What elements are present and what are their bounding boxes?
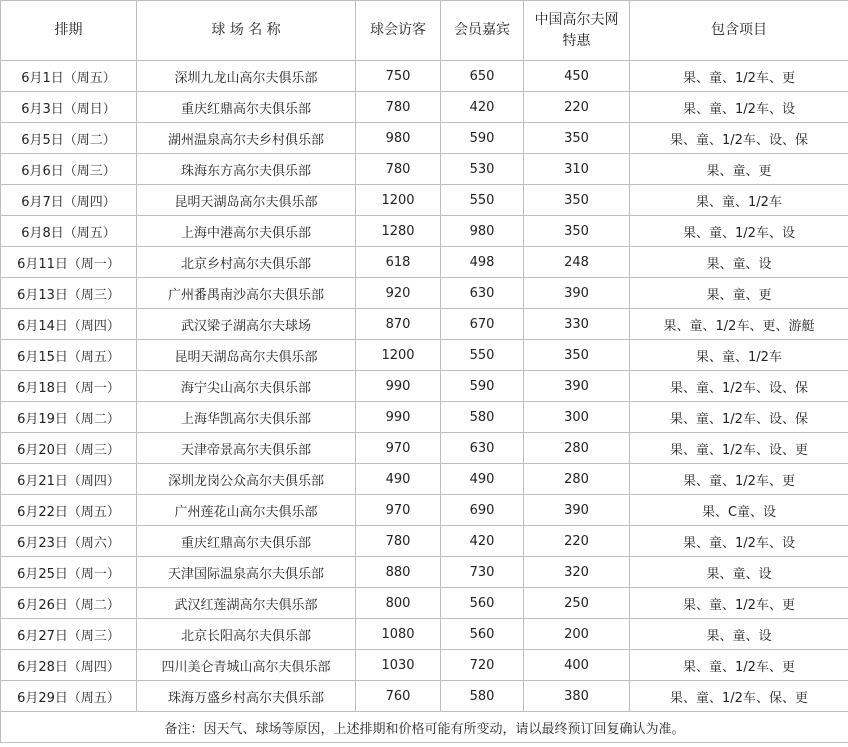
cell-date: 6月25日（周一）	[1, 557, 137, 588]
cell-visitor-price: 970	[356, 433, 441, 464]
cell-visitor-price: 780	[356, 154, 441, 185]
table-row	[1, 495, 848, 526]
header-member: 会员嘉宾	[441, 1, 524, 61]
cell-date: 6月15日（周五）	[1, 340, 137, 371]
cell-includes: 果、童、1/2车	[630, 340, 848, 371]
cell-date: 6月11日（周一）	[1, 247, 137, 278]
cell-course: 昆明天湖岛高尔夫俱乐部	[137, 340, 356, 371]
header-special	[524, 1, 630, 61]
cell-date: 6月27日（周三）	[1, 619, 137, 650]
table-row	[1, 402, 848, 433]
header-date: 排期	[1, 1, 137, 61]
cell-special-price: 390	[524, 495, 630, 526]
cell-course: 武汉红莲湖高尔夫俱乐部	[137, 588, 356, 619]
cell-member-price: 490	[441, 464, 524, 495]
header-includes: 包含项目	[630, 1, 848, 61]
table-row	[1, 185, 848, 216]
cell-special-price: 390	[524, 371, 630, 402]
header-special-line1: 中国高尔夫网	[534, 11, 619, 28]
cell-includes: 果、童、1/2车、设、更	[630, 433, 848, 464]
cell-special-price: 350	[524, 340, 630, 371]
cell-visitor-price: 920	[356, 278, 441, 309]
table-row	[1, 309, 848, 340]
cell-visitor-price: 1200	[356, 340, 441, 371]
cell-special-price: 400	[524, 650, 630, 681]
cell-visitor-price: 800	[356, 588, 441, 619]
cell-special-price: 248	[524, 247, 630, 278]
cell-date: 6月7日（周四）	[1, 185, 137, 216]
cell-date: 6月20日（周三）	[1, 433, 137, 464]
cell-member-price: 580	[441, 681, 524, 712]
cell-member-price: 630	[441, 278, 524, 309]
cell-visitor-price: 1280	[356, 216, 441, 247]
cell-course: 珠海东方高尔夫俱乐部	[137, 154, 356, 185]
cell-date: 6月28日（周四）	[1, 650, 137, 681]
cell-includes: 果、童、1/2车、设	[630, 216, 848, 247]
cell-member-price: 980	[441, 216, 524, 247]
cell-course: 广州番禺南沙高尔夫俱乐部	[137, 278, 356, 309]
cell-includes: 果、童、1/2车、更	[630, 464, 848, 495]
note-text: 备注：因天气、球场等原因，上述排期和价格可能有所变动，请以最终预订回复确认为准。	[1, 712, 848, 743]
cell-date: 6月26日（周二）	[1, 588, 137, 619]
cell-includes: 果、童、1/2车、设	[630, 92, 848, 123]
table-row	[1, 278, 848, 309]
cell-member-price: 650	[441, 61, 524, 92]
cell-includes: 果、童、设	[630, 619, 848, 650]
cell-date: 6月18日（周一）	[1, 371, 137, 402]
cell-date: 6月6日（周三）	[1, 154, 137, 185]
cell-special-price: 280	[524, 433, 630, 464]
cell-includes: 果、童、1/2车、更	[630, 650, 848, 681]
cell-course: 昆明天湖岛高尔夫俱乐部	[137, 185, 356, 216]
cell-includes: 果、童、1/2车、更	[630, 61, 848, 92]
cell-course: 深圳龙岗公众高尔夫俱乐部	[137, 464, 356, 495]
cell-member-price: 420	[441, 526, 524, 557]
cell-member-price: 498	[441, 247, 524, 278]
cell-course: 北京长阳高尔夫俱乐部	[137, 619, 356, 650]
table-row	[1, 340, 848, 371]
table-row	[1, 650, 848, 681]
cell-visitor-price: 1200	[356, 185, 441, 216]
table-row	[1, 619, 848, 650]
cell-visitor-price: 490	[356, 464, 441, 495]
cell-includes: 果、童、1/2车、设、保	[630, 123, 848, 154]
cell-includes: 果、童、更	[630, 278, 848, 309]
cell-includes: 果、童、设	[630, 557, 848, 588]
cell-special-price: 390	[524, 278, 630, 309]
note-row	[1, 712, 848, 743]
cell-visitor-price: 990	[356, 402, 441, 433]
header-row	[1, 1, 848, 61]
cell-date: 6月13日（周三）	[1, 278, 137, 309]
cell-special-price: 200	[524, 619, 630, 650]
table-row	[1, 557, 848, 588]
cell-course: 天津帝景高尔夫俱乐部	[137, 433, 356, 464]
cell-visitor-price: 1080	[356, 619, 441, 650]
cell-includes: 果、童、1/2车、设	[630, 526, 848, 557]
cell-member-price: 580	[441, 402, 524, 433]
cell-date: 6月22日（周五）	[1, 495, 137, 526]
cell-visitor-price: 1030	[356, 650, 441, 681]
cell-special-price: 280	[524, 464, 630, 495]
cell-visitor-price: 970	[356, 495, 441, 526]
cell-course: 武汉梁子湖高尔夫球场	[137, 309, 356, 340]
cell-visitor-price: 870	[356, 309, 441, 340]
cell-visitor-price: 760	[356, 681, 441, 712]
cell-visitor-price: 980	[356, 123, 441, 154]
table-row	[1, 154, 848, 185]
cell-visitor-price: 780	[356, 526, 441, 557]
cell-member-price: 730	[441, 557, 524, 588]
cell-member-price: 560	[441, 619, 524, 650]
table-row	[1, 247, 848, 278]
cell-special-price: 350	[524, 216, 630, 247]
cell-includes: 果、童、1/2车、设、保	[630, 371, 848, 402]
cell-special-price: 300	[524, 402, 630, 433]
cell-member-price: 630	[441, 433, 524, 464]
cell-visitor-price: 990	[356, 371, 441, 402]
cell-date: 6月19日（周二）	[1, 402, 137, 433]
cell-member-price: 420	[441, 92, 524, 123]
cell-member-price: 560	[441, 588, 524, 619]
table-row	[1, 588, 848, 619]
cell-course: 深圳九龙山高尔夫俱乐部	[137, 61, 356, 92]
cell-includes: 果、童、1/2车	[630, 185, 848, 216]
cell-date: 6月5日（周二）	[1, 123, 137, 154]
cell-member-price: 720	[441, 650, 524, 681]
table-row	[1, 61, 848, 92]
header-special-line2: 特惠	[562, 32, 591, 49]
table-row	[1, 371, 848, 402]
cell-includes: 果、童、更	[630, 154, 848, 185]
cell-includes: 果、童、1/2车、保、更	[630, 681, 848, 712]
cell-visitor-price: 880	[356, 557, 441, 588]
cell-visitor-price: 618	[356, 247, 441, 278]
cell-visitor-price: 750	[356, 61, 441, 92]
cell-special-price: 380	[524, 681, 630, 712]
cell-course: 湖州温泉高尔夫乡村俱乐部	[137, 123, 356, 154]
cell-special-price: 220	[524, 92, 630, 123]
table-row	[1, 464, 848, 495]
cell-date: 6月21日（周四）	[1, 464, 137, 495]
cell-date: 6月8日（周五）	[1, 216, 137, 247]
cell-date: 6月14日（周四）	[1, 309, 137, 340]
cell-course: 上海中港高尔夫俱乐部	[137, 216, 356, 247]
cell-special-price: 320	[524, 557, 630, 588]
cell-course: 广州莲花山高尔夫俱乐部	[137, 495, 356, 526]
header-course: 球 场 名 称	[137, 1, 356, 61]
cell-course: 上海华凯高尔夫俱乐部	[137, 402, 356, 433]
cell-visitor-price: 780	[356, 92, 441, 123]
cell-course: 重庆红鼎高尔夫俱乐部	[137, 92, 356, 123]
cell-date: 6月1日（周五）	[1, 61, 137, 92]
table-row	[1, 433, 848, 464]
table-row	[1, 681, 848, 712]
cell-special-price: 250	[524, 588, 630, 619]
cell-date: 6月3日（周日）	[1, 92, 137, 123]
cell-course: 珠海万盛乡村高尔夫俱乐部	[137, 681, 356, 712]
table-row	[1, 216, 848, 247]
cell-course: 重庆红鼎高尔夫俱乐部	[137, 526, 356, 557]
cell-special-price: 330	[524, 309, 630, 340]
cell-member-price: 550	[441, 340, 524, 371]
table-row	[1, 123, 848, 154]
cell-includes: 果、童、设	[630, 247, 848, 278]
cell-date: 6月23日（周六）	[1, 526, 137, 557]
cell-special-price: 310	[524, 154, 630, 185]
cell-course: 天津国际温泉高尔夫俱乐部	[137, 557, 356, 588]
cell-special-price: 220	[524, 526, 630, 557]
cell-date: 6月29日（周五）	[1, 681, 137, 712]
cell-member-price: 670	[441, 309, 524, 340]
cell-includes: 果、C童、设	[630, 495, 848, 526]
cell-member-price: 590	[441, 123, 524, 154]
cell-course: 海宁尖山高尔夫俱乐部	[137, 371, 356, 402]
cell-includes: 果、童、1/2车、设、保	[630, 402, 848, 433]
cell-special-price: 350	[524, 123, 630, 154]
header-visitor: 球会访客	[356, 1, 441, 61]
cell-member-price: 590	[441, 371, 524, 402]
cell-member-price: 530	[441, 154, 524, 185]
cell-special-price: 350	[524, 185, 630, 216]
cell-course: 四川美仑青城山高尔夫俱乐部	[137, 650, 356, 681]
cell-course: 北京乡村高尔夫俱乐部	[137, 247, 356, 278]
cell-includes: 果、童、1/2车、更、游艇	[630, 309, 848, 340]
cell-member-price: 550	[441, 185, 524, 216]
table-row	[1, 92, 848, 123]
cell-member-price: 690	[441, 495, 524, 526]
cell-includes: 果、童、1/2车、更	[630, 588, 848, 619]
table-row	[1, 526, 848, 557]
cell-special-price: 450	[524, 61, 630, 92]
